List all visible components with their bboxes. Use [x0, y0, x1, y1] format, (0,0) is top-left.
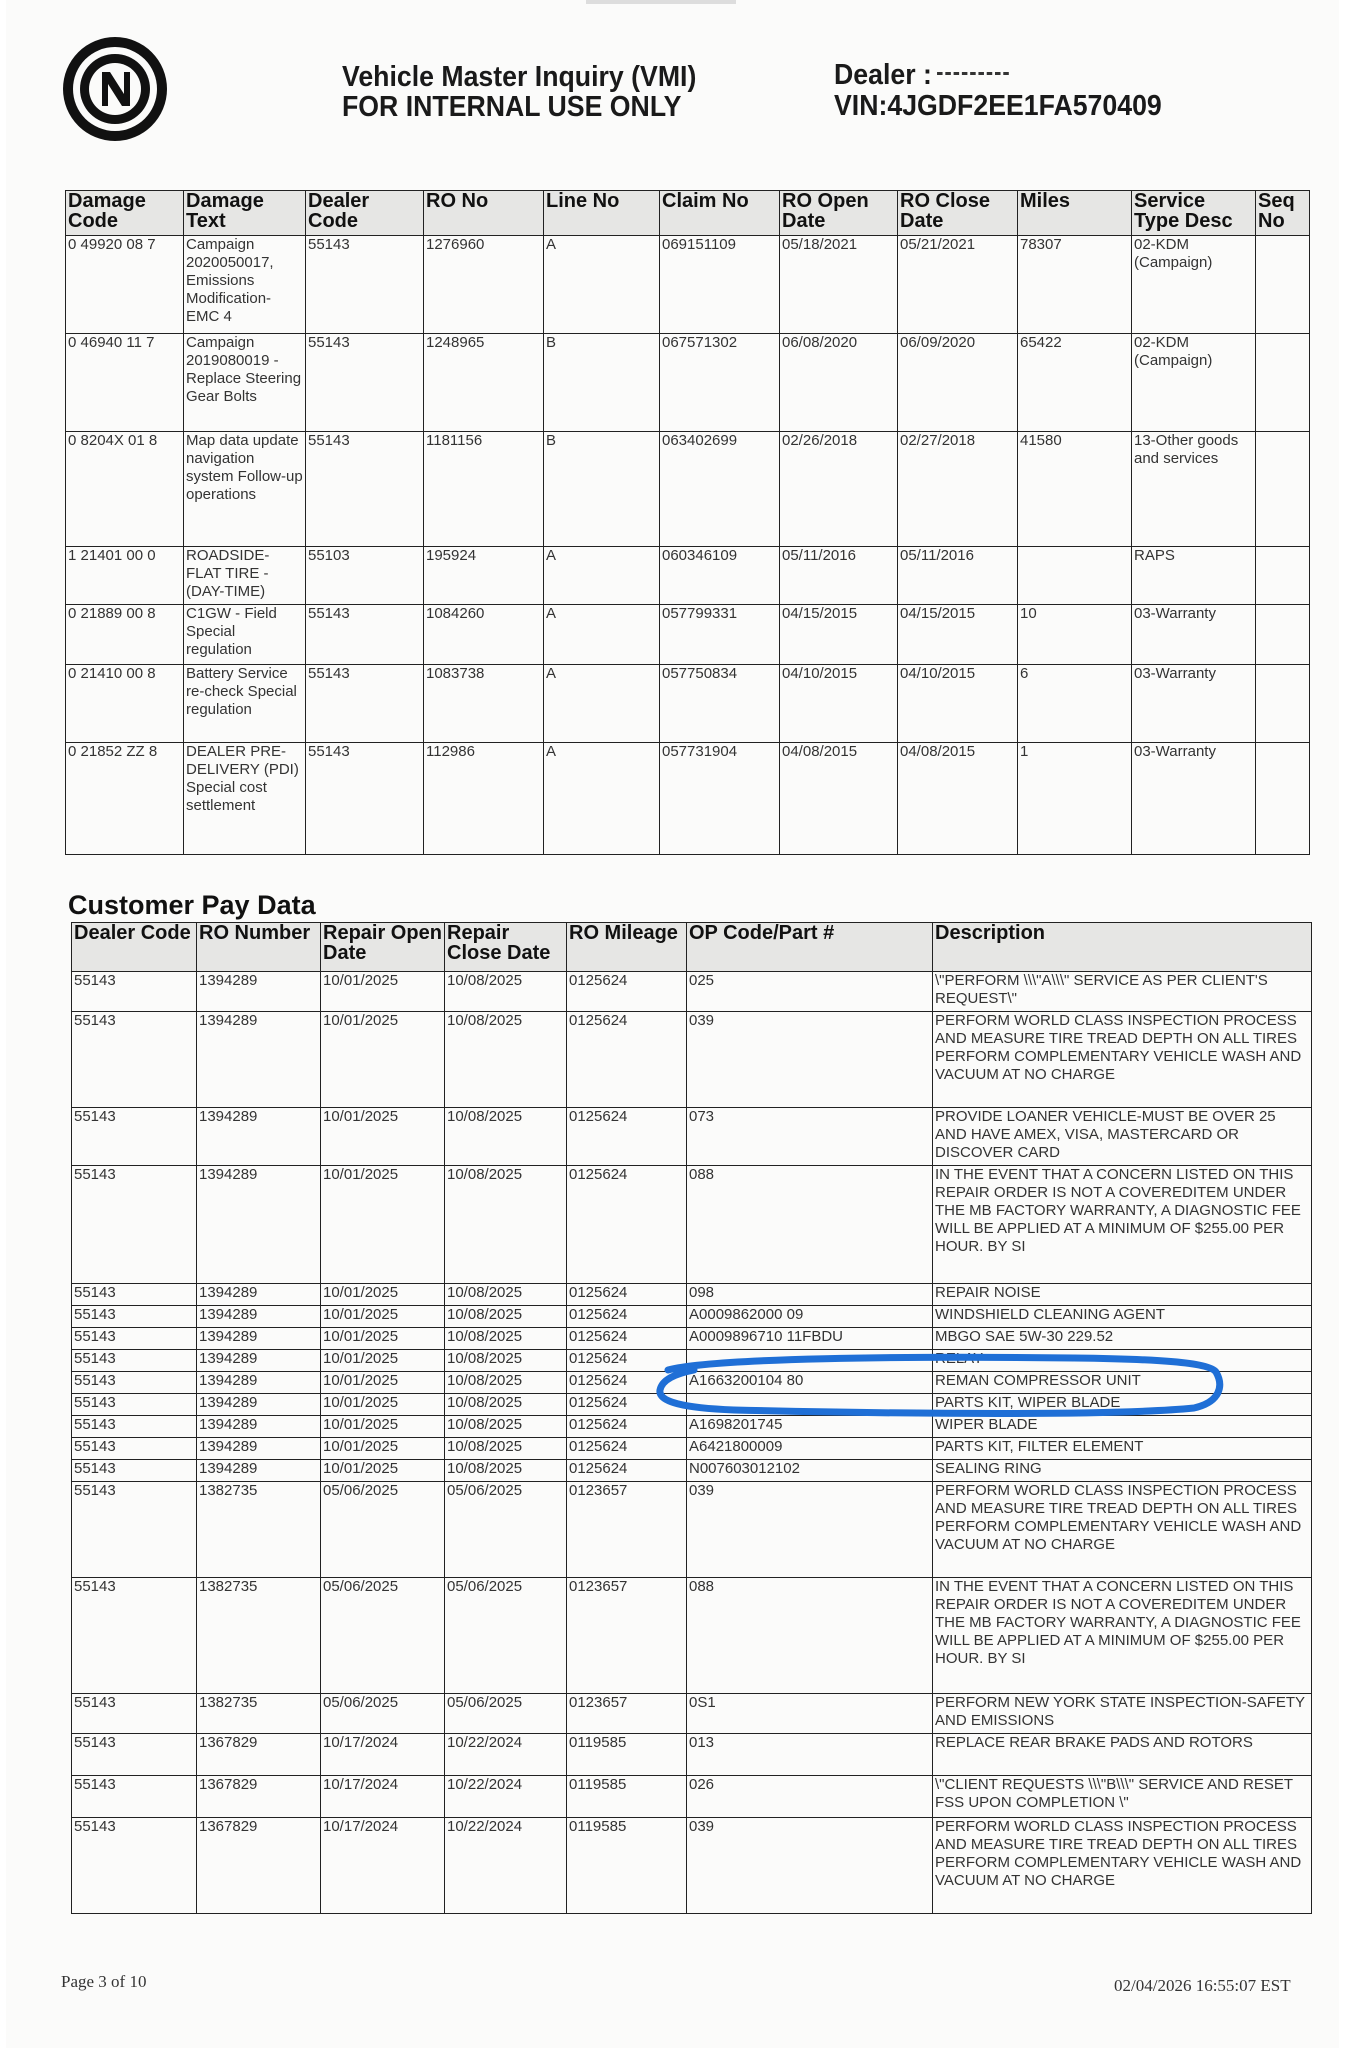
table-row: [72, 1482, 1312, 1578]
table-cell: REPLACE REAR BRAKE PADS AND ROTORS: [933, 1734, 1312, 1776]
table-cell: 10/01/2025: [321, 1328, 445, 1350]
table-cell: 057750834: [660, 665, 780, 743]
table-cell: 78307: [1018, 236, 1132, 334]
table-cell: 55143: [306, 432, 424, 547]
vmi-column-header: Damage Code: [66, 191, 184, 236]
table-row: [72, 1734, 1312, 1776]
table-cell: 02/27/2018: [898, 432, 1018, 547]
table-cell: 112986: [424, 743, 544, 855]
page-title: [342, 62, 696, 122]
table-cell: 073: [687, 1108, 933, 1166]
table-row: [66, 432, 1310, 547]
table-cell: 0125624: [567, 1166, 687, 1284]
table-cell: 05/06/2025: [445, 1578, 567, 1694]
table-cell: 067571302: [660, 334, 780, 432]
table-cell: 10/01/2025: [321, 1460, 445, 1482]
table-cell: [1256, 334, 1310, 432]
table-cell: 1248965: [424, 334, 544, 432]
table-row: [72, 1284, 1312, 1306]
table-cell: Campaign 2020050017, Emissions Modification-EMC 4: [184, 236, 306, 334]
table-cell: WIPER BLADE: [933, 1416, 1312, 1438]
table-cell: 069151109: [660, 236, 780, 334]
table-cell: 55143: [306, 743, 424, 855]
table-cell: 10/08/2025: [445, 972, 567, 1012]
table-cell: 55143: [306, 236, 424, 334]
table-cell: 02/26/2018: [780, 432, 898, 547]
table-cell: 10/01/2025: [321, 1284, 445, 1306]
table-cell: [687, 1394, 933, 1416]
table-cell: 0125624: [567, 1328, 687, 1350]
table-cell: 1394289: [197, 1350, 321, 1372]
table-cell: 05/06/2025: [321, 1578, 445, 1694]
table-cell: 1394289: [197, 1108, 321, 1166]
table-row: [72, 1694, 1312, 1734]
table-cell: 04/15/2015: [780, 605, 898, 665]
table-cell: 10/01/2025: [321, 1394, 445, 1416]
table-cell: 0125624: [567, 1438, 687, 1460]
table-cell: 10/08/2025: [445, 1350, 567, 1372]
table-cell: 1394289: [197, 1012, 321, 1108]
table-cell: 55143: [72, 1694, 197, 1734]
table-row: [72, 972, 1312, 1012]
table-cell: 04/10/2015: [780, 665, 898, 743]
table-cell: IN THE EVENT THAT A CONCERN LISTED ON THIS REPAIR ORDER IS NOT A COVEREDITEM UNDER THE MB FACTORY WARRANTY, A DIAGNOSTIC FEE WILL BE APPLIED AT A MINIMUM OF $255.00 PER HOUR. BY SI: [933, 1166, 1312, 1284]
table-cell: A: [544, 236, 660, 334]
table-cell: 55143: [72, 1416, 197, 1438]
table-cell: 10/17/2024: [321, 1776, 445, 1818]
table-cell: 026: [687, 1776, 933, 1818]
table-cell: 0125624: [567, 1012, 687, 1108]
table-cell: 10: [1018, 605, 1132, 665]
table-cell: MBGO SAE 5W-30 229.52: [933, 1328, 1312, 1350]
scan-artifact: [586, 0, 736, 4]
table-cell: 41580: [1018, 432, 1132, 547]
table-row: [72, 1306, 1312, 1328]
table-cell: N007603012102: [687, 1460, 933, 1482]
table-row: [66, 605, 1310, 665]
customer-pay-table: [71, 922, 1312, 1914]
table-cell: Campaign 2019080019 - Replace Steering Gear Bolts: [184, 334, 306, 432]
table-cell: 1367829: [197, 1818, 321, 1914]
table-cell: 55143: [72, 1460, 197, 1482]
cp-column-header: RO Number: [197, 923, 321, 972]
table-cell: 02-KDM (Campaign): [1132, 236, 1256, 334]
table-row: [72, 1350, 1312, 1372]
table-row: [66, 236, 1310, 334]
table-cell: 04/08/2015: [780, 743, 898, 855]
table-cell: 55143: [72, 972, 197, 1012]
table-cell: Map data update navigation system Follow-up operations: [184, 432, 306, 547]
table-cell: 0 21852 ZZ 8: [66, 743, 184, 855]
table-cell: 10/22/2024: [445, 1734, 567, 1776]
table-cell: 10/01/2025: [321, 1350, 445, 1372]
table-cell: 10/01/2025: [321, 1012, 445, 1108]
table-cell: A: [544, 665, 660, 743]
table-cell: ROADSIDE-FLAT TIRE -(DAY-TIME): [184, 547, 306, 605]
vmi-column-header: Line No: [544, 191, 660, 236]
cp-column-header: RO Mileage: [567, 923, 687, 972]
table-cell: A1698201745: [687, 1416, 933, 1438]
table-cell: 10/22/2024: [445, 1818, 567, 1914]
table-cell: 10/01/2025: [321, 1306, 445, 1328]
table-cell: A0009896710 11FBDU: [687, 1328, 933, 1350]
table-cell: 55143: [72, 1328, 197, 1350]
table-cell: 0 8204X 01 8: [66, 432, 184, 547]
table-cell: 088: [687, 1578, 933, 1694]
table-cell: 0123657: [567, 1482, 687, 1578]
table-cell: 10/17/2024: [321, 1818, 445, 1914]
table-cell: PERFORM NEW YORK STATE INSPECTION-SAFETY AND EMISSIONS: [933, 1694, 1312, 1734]
table-row: [72, 1438, 1312, 1460]
customer-pay-title: Customer Pay Data: [68, 890, 316, 920]
table-cell: 1382735: [197, 1694, 321, 1734]
table-cell: 05/11/2016: [898, 547, 1018, 605]
table-cell: 55143: [72, 1734, 197, 1776]
cp-column-header: OP Code/Part #: [687, 923, 933, 972]
table-cell: 1394289: [197, 1166, 321, 1284]
table-cell: \"CLIENT REQUESTS \\\"B\\\" SERVICE AND RESET FSS UPON COMPLETION \": [933, 1776, 1312, 1818]
table-cell: 10/08/2025: [445, 1166, 567, 1284]
print-timestamp: 02/04/2026 16:55:07 EST: [1114, 1976, 1291, 1995]
table-cell: \"PERFORM \\\"A\\\" SERVICE AS PER CLIENT'S REQUEST\": [933, 972, 1312, 1012]
table-cell: 0125624: [567, 1372, 687, 1394]
table-cell: 55143: [72, 1306, 197, 1328]
table-cell: 1394289: [197, 1284, 321, 1306]
table-cell: 55143: [72, 1438, 197, 1460]
table-cell: 1394289: [197, 1306, 321, 1328]
table-cell: 6: [1018, 665, 1132, 743]
table-cell: 10/08/2025: [445, 1460, 567, 1482]
table-cell: 057799331: [660, 605, 780, 665]
vmi-column-header: Claim No: [660, 191, 780, 236]
table-cell: 0123657: [567, 1694, 687, 1734]
table-cell: 10/08/2025: [445, 1012, 567, 1108]
table-cell: RAPS: [1132, 547, 1256, 605]
table-cell: 55103: [306, 547, 424, 605]
table-cell: 55143: [72, 1394, 197, 1416]
table-cell: 13-Other goods and services: [1132, 432, 1256, 547]
table-cell: 1367829: [197, 1776, 321, 1818]
table-cell: 55143: [72, 1284, 197, 1306]
table-cell: 039: [687, 1012, 933, 1108]
table-cell: 10/08/2025: [445, 1284, 567, 1306]
table-cell: PARTS KIT, FILTER ELEMENT: [933, 1438, 1312, 1460]
title-line-1: Vehicle Master Inquiry (VMI): [342, 61, 697, 93]
table-row: [72, 1166, 1312, 1284]
table-cell: 063402699: [660, 432, 780, 547]
table-cell: 55143: [306, 665, 424, 743]
table-cell: PARTS KIT, WIPER BLADE: [933, 1394, 1312, 1416]
table-cell: 0 21889 00 8: [66, 605, 184, 665]
table-cell: 05/11/2016: [780, 547, 898, 605]
table-cell: 025: [687, 972, 933, 1012]
table-cell: DEALER PRE-DELIVERY (PDI) Special cost settlement: [184, 743, 306, 855]
table-row: [66, 743, 1310, 855]
table-cell: A1663200104 80: [687, 1372, 933, 1394]
table-cell: 10/08/2025: [445, 1438, 567, 1460]
table-cell: 55143: [72, 1482, 197, 1578]
table-cell: 55143: [72, 1818, 197, 1914]
table-cell: 0123657: [567, 1578, 687, 1694]
customer-pay-header-row: [72, 923, 1312, 972]
cp-column-header: Repair Open Date: [321, 923, 445, 972]
table-cell: 06/08/2020: [780, 334, 898, 432]
table-cell: 10/01/2025: [321, 1416, 445, 1438]
table-cell: 0125624: [567, 972, 687, 1012]
table-cell: REMAN COMPRESSOR UNIT: [933, 1372, 1312, 1394]
customer-pay-table-body: [72, 972, 1312, 1914]
table-cell: 1276960: [424, 236, 544, 334]
table-cell: 10/01/2025: [321, 972, 445, 1012]
table-cell: 1394289: [197, 1416, 321, 1438]
table-cell: 03-Warranty: [1132, 605, 1256, 665]
table-cell: 65422: [1018, 334, 1132, 432]
table-cell: 55143: [72, 1578, 197, 1694]
document-page: [6, 0, 1339, 2048]
table-cell: 098: [687, 1284, 933, 1306]
table-cell: 55143: [72, 1012, 197, 1108]
table-row: [66, 547, 1310, 605]
table-cell: [1256, 236, 1310, 334]
table-cell: [687, 1350, 933, 1372]
table-cell: 013: [687, 1734, 933, 1776]
table-cell: IN THE EVENT THAT A CONCERN LISTED ON THIS REPAIR ORDER IS NOT A COVEREDITEM UNDER THE MB FACTORY WARRANTY, A DIAGNOSTIC FEE WILL BE APPLIED AT A MINIMUM OF $255.00 PER HOUR. BY SI: [933, 1578, 1312, 1694]
table-cell: 55143: [72, 1372, 197, 1394]
table-row: [66, 334, 1310, 432]
table-row: [72, 1460, 1312, 1482]
table-cell: 060346109: [660, 547, 780, 605]
table-cell: 04/10/2015: [898, 665, 1018, 743]
table-cell: 10/22/2024: [445, 1776, 567, 1818]
table-cell: 0125624: [567, 1350, 687, 1372]
vmi-column-header: RO Open Date: [780, 191, 898, 236]
dealer-line: [834, 60, 1162, 91]
table-cell: 05/06/2025: [321, 1694, 445, 1734]
table-cell: 1382735: [197, 1578, 321, 1694]
table-cell: WINDSHIELD CLEANING AGENT: [933, 1306, 1312, 1328]
cp-column-header: Repair Close Date: [445, 923, 567, 972]
vmi-column-header: Dealer Code: [306, 191, 424, 236]
cp-column-header: Dealer Code: [72, 923, 197, 972]
table-cell: PERFORM WORLD CLASS INSPECTION PROCESS AND MEASURE TIRE TREAD DEPTH ON ALL TIRES PERFORM COMPLEMENTARY VEHICLE WASH AND VACUUM AT NO CHARGE: [933, 1012, 1312, 1108]
vmi-column-header: Service Type Desc: [1132, 191, 1256, 236]
table-cell: 10/08/2025: [445, 1108, 567, 1166]
table-cell: A6421800009: [687, 1438, 933, 1460]
table-cell: 1: [1018, 743, 1132, 855]
table-cell: 0125624: [567, 1108, 687, 1166]
table-cell: 039: [687, 1818, 933, 1914]
table-cell: 10/08/2025: [445, 1372, 567, 1394]
table-cell: PERFORM WORLD CLASS INSPECTION PROCESS AND MEASURE TIRE TREAD DEPTH ON ALL TIRES PERFORM COMPLEMENTARY VEHICLE WASH AND VACUUM AT NO CHARGE: [933, 1482, 1312, 1578]
table-cell: 0125624: [567, 1416, 687, 1438]
table-cell: 1084260: [424, 605, 544, 665]
table-cell: 1367829: [197, 1734, 321, 1776]
vmi-column-header: RO No: [424, 191, 544, 236]
table-cell: [1256, 605, 1310, 665]
table-cell: 0125624: [567, 1460, 687, 1482]
page-number: Page 3 of 10: [61, 1972, 147, 1991]
table-cell: A: [544, 547, 660, 605]
vin-text: VIN:4JGDF2EE1FA570409: [834, 90, 1162, 122]
table-cell: A: [544, 743, 660, 855]
table-row: [72, 1776, 1312, 1818]
table-row: [72, 1416, 1312, 1438]
table-cell: [1256, 665, 1310, 743]
table-cell: 0119585: [567, 1818, 687, 1914]
table-cell: 0119585: [567, 1734, 687, 1776]
table-row: [72, 1372, 1312, 1394]
table-cell: A0009862000 09: [687, 1306, 933, 1328]
table-cell: Battery Service re-check Special regulation: [184, 665, 306, 743]
table-row: [72, 1012, 1312, 1108]
table-cell: 05/21/2021: [898, 236, 1018, 334]
table-cell: 05/06/2025: [445, 1482, 567, 1578]
table-cell: 10/01/2025: [321, 1372, 445, 1394]
table-cell: 10/01/2025: [321, 1438, 445, 1460]
table-cell: C1GW - Field Special regulation: [184, 605, 306, 665]
table-cell: 55143: [306, 334, 424, 432]
table-cell: 0S1: [687, 1694, 933, 1734]
table-cell: 04/08/2015: [898, 743, 1018, 855]
table-cell: 02-KDM (Campaign): [1132, 334, 1256, 432]
table-cell: 1382735: [197, 1482, 321, 1578]
table-cell: 55143: [72, 1776, 197, 1818]
table-cell: 0125624: [567, 1284, 687, 1306]
table-cell: 1394289: [197, 1438, 321, 1460]
table-cell: 1083738: [424, 665, 544, 743]
table-cell: 0125624: [567, 1394, 687, 1416]
vehicle-master-inquiry-table: [65, 190, 1310, 855]
table-row: [72, 1818, 1312, 1914]
table-cell: 03-Warranty: [1132, 665, 1256, 743]
table-cell: 05/18/2021: [780, 236, 898, 334]
table-row: [72, 1578, 1312, 1694]
table-cell: 04/15/2015: [898, 605, 1018, 665]
table-cell: A: [544, 605, 660, 665]
vmi-column-header: RO Close Date: [898, 191, 1018, 236]
table-cell: 1394289: [197, 1372, 321, 1394]
table-cell: RELAY: [933, 1350, 1312, 1372]
table-cell: [1018, 547, 1132, 605]
table-cell: 10/08/2025: [445, 1416, 567, 1438]
vmi-column-header: Miles: [1018, 191, 1132, 236]
table-cell: 0 21410 00 8: [66, 665, 184, 743]
table-cell: 039: [687, 1482, 933, 1578]
table-cell: 10/01/2025: [321, 1166, 445, 1284]
table-cell: 088: [687, 1166, 933, 1284]
vmi-column-header: Seq No: [1256, 191, 1310, 236]
table-cell: 0125624: [567, 1306, 687, 1328]
table-cell: REPAIR NOISE: [933, 1284, 1312, 1306]
table-cell: 057731904: [660, 743, 780, 855]
table-cell: 55143: [72, 1108, 197, 1166]
table-cell: 05/06/2025: [445, 1694, 567, 1734]
vmi-table-body: [66, 236, 1310, 855]
table-cell: 0 46940 11 7: [66, 334, 184, 432]
table-cell: 10/08/2025: [445, 1306, 567, 1328]
vmi-column-header: Damage Text: [184, 191, 306, 236]
vehicle-header: [834, 60, 1162, 122]
table-cell: B: [544, 334, 660, 432]
table-row: [72, 1394, 1312, 1416]
table-cell: 1394289: [197, 1328, 321, 1350]
table-cell: [1256, 432, 1310, 547]
table-cell: B: [544, 432, 660, 547]
table-cell: 0 49920 08 7: [66, 236, 184, 334]
title-line-2: FOR INTERNAL USE ONLY: [342, 91, 682, 123]
table-cell: 05/06/2025: [321, 1482, 445, 1578]
table-row: [72, 1108, 1312, 1166]
table-cell: 10/08/2025: [445, 1328, 567, 1350]
redacted-dealer-mark: [937, 72, 1009, 81]
table-cell: 1394289: [197, 1460, 321, 1482]
table-cell: 1 21401 00 0: [66, 547, 184, 605]
table-cell: [1256, 743, 1310, 855]
table-cell: PERFORM WORLD CLASS INSPECTION PROCESS AND MEASURE TIRE TREAD DEPTH ON ALL TIRES PERFORM COMPLEMENTARY VEHICLE WASH AND VACUUM AT NO CHARGE: [933, 1818, 1312, 1914]
table-cell: 10/17/2024: [321, 1734, 445, 1776]
table-cell: SEALING RING: [933, 1460, 1312, 1482]
table-cell: 0119585: [567, 1776, 687, 1818]
table-row: [66, 665, 1310, 743]
table-cell: 195924: [424, 547, 544, 605]
table-row: [72, 1328, 1312, 1350]
cp-column-header: Description: [933, 923, 1312, 972]
table-cell: 55143: [72, 1166, 197, 1284]
table-cell: 10/01/2025: [321, 1108, 445, 1166]
table-cell: PROVIDE LOANER VEHICLE-MUST BE OVER 25 AND HAVE AMEX, VISA, MASTERCARD OR DISCOVER CARD: [933, 1108, 1312, 1166]
brand-logo-icon: [60, 34, 170, 144]
table-cell: 1394289: [197, 1394, 321, 1416]
table-cell: 06/09/2020: [898, 334, 1018, 432]
table-cell: 03-Warranty: [1132, 743, 1256, 855]
table-cell: 10/08/2025: [445, 1394, 567, 1416]
table-cell: 1394289: [197, 972, 321, 1012]
table-cell: 55143: [72, 1350, 197, 1372]
table-cell: [1256, 547, 1310, 605]
vmi-header-row: [66, 191, 1310, 236]
table-cell: 1181156: [424, 432, 544, 547]
table-cell: 55143: [306, 605, 424, 665]
dealer-label: Dealer :: [834, 59, 932, 91]
